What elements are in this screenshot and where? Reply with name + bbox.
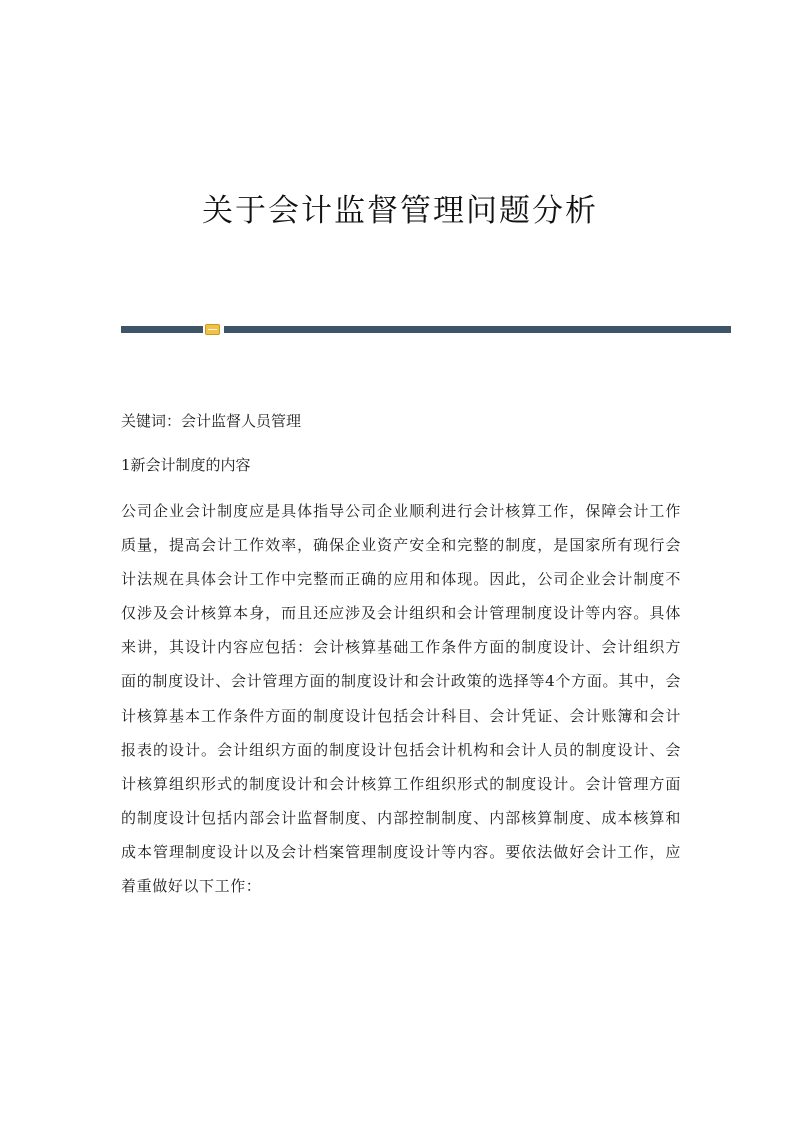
divider-ornament-icon: [205, 324, 220, 335]
divider-bar-right: [224, 326, 731, 333]
body-paragraph: 公司企业会计制度应是具体指导公司企业顺利进行会计核算工作，保障会计工作质量，提高会计工作效率，确保企业资产安全和完整的制度，是国家所有现行会计法规在具体会计工作中完整而正确的应用和体现。因此，公司企业会计制度不仅涉及会计核算本身，而且还应涉及会计组织和会计管理制度设计等内容。具体来讲，其设计内容应包括：会计核算基础工作条件方面的制度设计、会计组织方面的制度设计、会计管理方面的制度设计和会计政策的选择等4个方面。其中，会计核算基本工作条件方面的制度设计包括会计科目、会计凭证、会计账簿和会计报表的设计。会计组织方面的制度设计包括会计机构和会计人员的制度设计、会计核算组织形式的制度设计和会计核算工作组织形式的制度设计。会计管理方面的制度设计包括内部会计监督制度、内部控制制度、内部核算制度、成本核算和成本管理制度设计以及会计档案管理制度设计等内容。要依法做好会计工作，应着重做好以下工作：: [121, 502, 681, 896]
divider-bar-left: [121, 326, 203, 333]
title-divider: [121, 326, 731, 333]
document-title: 关于会计监督管理问题分析: [202, 193, 598, 229]
keywords-line: 关键词：会计监督人员管理: [121, 412, 302, 430]
section-heading: 1新会计制度的内容: [121, 456, 251, 474]
document-body: [121, 404, 681, 903]
